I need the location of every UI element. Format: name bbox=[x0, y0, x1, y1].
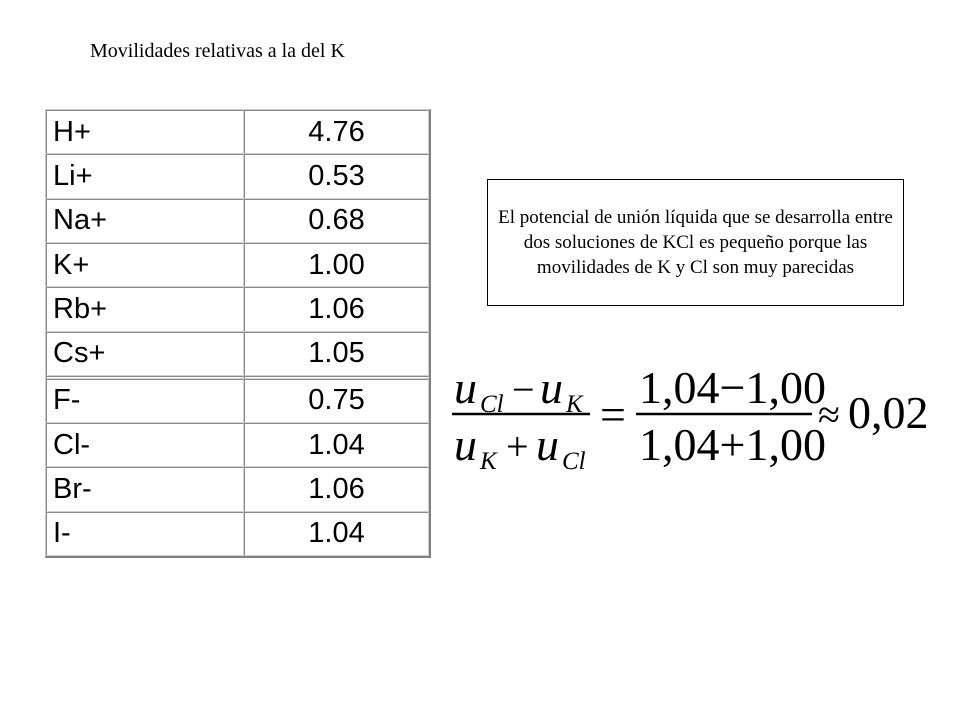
ion-cell: Li+ bbox=[46, 154, 244, 198]
mobility-value-cell: 1.06 bbox=[244, 287, 429, 331]
ion-cell: K+ bbox=[46, 243, 244, 287]
equation bbox=[450, 360, 940, 470]
table-row bbox=[46, 332, 429, 376]
eq-equals: = bbox=[600, 389, 626, 440]
eq-lhs-den-op: + bbox=[506, 424, 529, 469]
mobility-value-cell: 1.05 bbox=[244, 332, 429, 376]
mobility-value-cell: 1.06 bbox=[244, 467, 429, 511]
ion-cell: Br- bbox=[46, 467, 244, 511]
ion-cell: I- bbox=[46, 512, 244, 556]
mobility-value-cell: 0.68 bbox=[244, 199, 429, 243]
mobility-value-cell: 1.04 bbox=[244, 512, 429, 556]
mobility-value-cell: 1.00 bbox=[244, 243, 429, 287]
ion-cell: Na+ bbox=[46, 199, 244, 243]
explanation-note: El potencial de unión líquida que se desarrolla entre dos soluciones de KCl es pequeño porque las movilidades de K y Cl son muy parecidas bbox=[487, 179, 904, 306]
eq-lhs-den-u2: u bbox=[536, 419, 559, 470]
table-row bbox=[46, 243, 429, 287]
eq-approx: ≈ bbox=[818, 392, 840, 437]
table-row bbox=[46, 199, 429, 243]
eq-lhs-num-s2: K bbox=[566, 391, 583, 418]
eq-lhs-den-s2: Cl bbox=[562, 448, 586, 470]
ion-cell: Rb+ bbox=[46, 287, 244, 331]
eq-result: 0,02 bbox=[848, 387, 929, 438]
ion-cell: Cs+ bbox=[46, 332, 244, 376]
eq-lhs-num-op: − bbox=[512, 367, 535, 412]
mobility-value-cell: 4.76 bbox=[244, 110, 429, 154]
mobility-value-cell: 1.04 bbox=[244, 423, 429, 467]
eq-lhs-num-u2: u bbox=[540, 362, 563, 413]
ion-cell: Cl- bbox=[46, 423, 244, 467]
eq-lhs-den-s1: K bbox=[480, 448, 497, 470]
mobility-table bbox=[45, 109, 431, 558]
eq-lhs-num-u1: u bbox=[454, 362, 477, 413]
table-row bbox=[46, 512, 429, 556]
eq-rhs-numerator: 1,04−1,00 bbox=[639, 362, 826, 413]
table-row bbox=[46, 467, 429, 511]
table-row bbox=[46, 110, 429, 154]
table-row bbox=[46, 379, 429, 423]
equation-svg bbox=[450, 360, 940, 470]
ion-cell: H+ bbox=[46, 110, 244, 154]
table-row bbox=[46, 154, 429, 198]
page-title: Movilidades relativas a la del K bbox=[90, 40, 345, 62]
eq-lhs-den-u1: u bbox=[454, 419, 477, 470]
mobility-value-cell: 0.53 bbox=[244, 154, 429, 198]
ion-cell: F- bbox=[46, 379, 244, 423]
mobility-value-cell: 0.75 bbox=[244, 379, 429, 423]
table-row bbox=[46, 287, 429, 331]
eq-lhs-num-s1: Cl bbox=[480, 391, 504, 418]
eq-rhs-denominator: 1,04+1,00 bbox=[639, 419, 826, 470]
table-row bbox=[46, 423, 429, 467]
